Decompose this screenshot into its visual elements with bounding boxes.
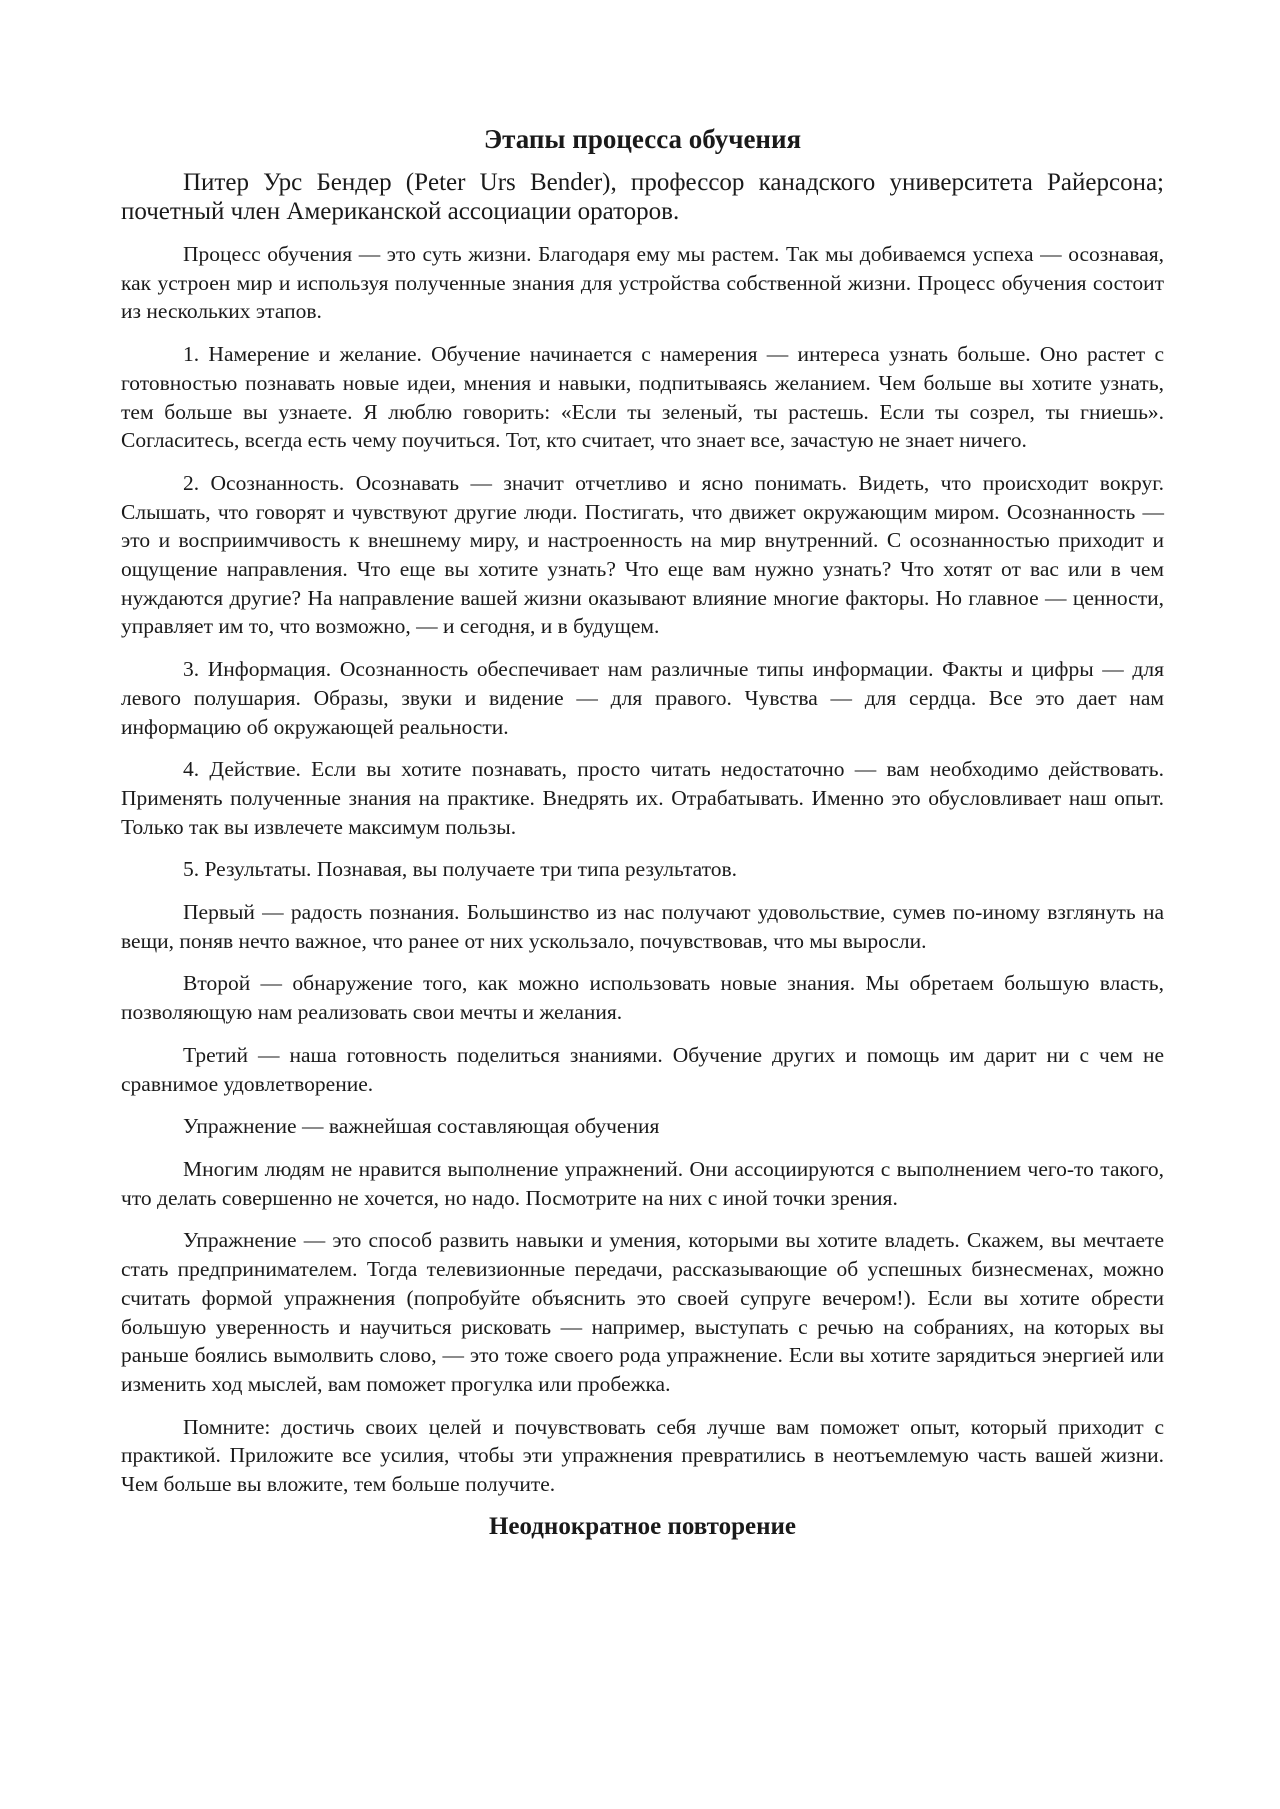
paragraph: 5. Результаты. Познавая, вы получаете три типа результатов. bbox=[183, 857, 738, 882]
paragraph: 2. Осознанность. Осознавать — значит отчетливо и ясно понимать. Видеть, что происходит вокруг. Слышать, что говорят и чувствуют другие люди. Постигать, что движет окружающим миром. Осознанность — это и восприимчивость к внешнему миру, и настроенность на мир внутренний. С осознанностью приходит и ощущение направления. Что еще вы хотите узнать? Что еще вам нужно узнать? Что хотят от вас или в чем нуждаются другие? На направление вашей жизни оказывают влияние многие факторы. Но главное — ценности, управляет им то, что возможно, — и сегодня, и в будущем. bbox=[121, 470, 1164, 639]
author-paragraph: Питер Урс Бендер (Peter Urs Bender), профессор канадского университета Райерсона; почетный член Американской ассоциации ораторов. bbox=[121, 169, 1164, 225]
paragraph: Процесс обучения — это суть жизни. Благодаря ему мы растем. Так мы добиваемся успеха — осознавая, как устроен мир и используя полученные знания для устройства собственной жизни. Процесс обучения состоит из нескольких этапов. bbox=[121, 242, 1164, 324]
paragraph: Упражнение — это способ развить навыки и умения, которыми вы хотите владеть. Скажем, вы мечтаете стать предпринимателем. Тогда телевизионные передачи, рассказывающие об успешных бизнесменах, можно считать формой упражнения (попробуйте объяснить это своей супруге вечером!). Если вы хотите обрести большую уверенность и научиться рисковать — например, выступать с речью на собраниях, на которых вы раньше боялись вымолвить слово, — это тоже своего рода упражнение. Если вы хотите зарядиться энергией или изменить ход мыслей, вам поможет прогулка или пробежка. bbox=[121, 1228, 1164, 1396]
paragraph: 4. Действие. Если вы хотите познавать, просто читать недостаточно — вам необходимо действовать. Применять полученные знания на практике. Внедрять их. Отрабатывать. Именно это обусловливает наш опыт. Только так вы извлечете максимум пользы. bbox=[121, 757, 1164, 839]
paragraph: 1. Намерение и желание. Обучение начинается с намерения — интереса узнать больше. Оно растет с готовностью познавать новые идеи, мнения и навыки, подпитываясь желанием. Чем больше вы хотите узнать, тем больше вы узнаете. Я люблю говорить: «Если ты зеленый, ты растешь. Если ты созрел, ты гниешь». Согласитесь, всегда есть чему поучиться. Тот, кто считает, что знает все, зачастую не знает ничего. bbox=[121, 342, 1164, 453]
section-heading: Неоднократное повторение bbox=[488, 1512, 797, 1540]
subheading-paragraph: Упражнение — важнейшая составляющая обучения bbox=[183, 1114, 660, 1139]
paragraph: Первый — радость познания. Большинство из нас получают удовольствие, сумев по-иному взглянуть на вещи, поняв нечто важное, что ранее от них ускользало, почувствовав, что мы выросли. bbox=[121, 900, 1164, 953]
page-title: Этапы процесса обучения bbox=[483, 124, 802, 154]
document-page bbox=[121, 122, 1164, 1543]
paragraph: 3. Информация. Осознанность обеспечивает нам различные типы информации. Факты и цифры — для левого полушария. Образы, звуки и видение — для правого. Чувства — для сердца. Все это дает нам информацию об окружающей реальности. bbox=[121, 657, 1164, 739]
paragraph: Помните: достичь своих целей и почувствовать себя лучше вам поможет опыт, который приходит с практикой. Приложите все усилия, чтобы эти упражнения превратились в неотъемлемую часть вашей жизни. Чем больше вы вложите, тем больше получите. bbox=[121, 1414, 1164, 1497]
paragraph: Многим людям не нравится выполнение упражнений. Они ассоциируются с выполнением чего-то такого, что делать совершенно не хочется, но надо. Посмотрите на них с иной точки зрения. bbox=[121, 1156, 1164, 1210]
paragraph: Третий — наша готовность поделиться знаниями. Обучение других и помощь им дарит ни с чем не сравнимое удовлетворение. bbox=[121, 1042, 1164, 1096]
paragraph: Второй — обнаружение того, как можно использовать новые знания. Мы обретаем большую власть, позволяющую нам реализовать свои мечты и желания. bbox=[121, 971, 1164, 1025]
